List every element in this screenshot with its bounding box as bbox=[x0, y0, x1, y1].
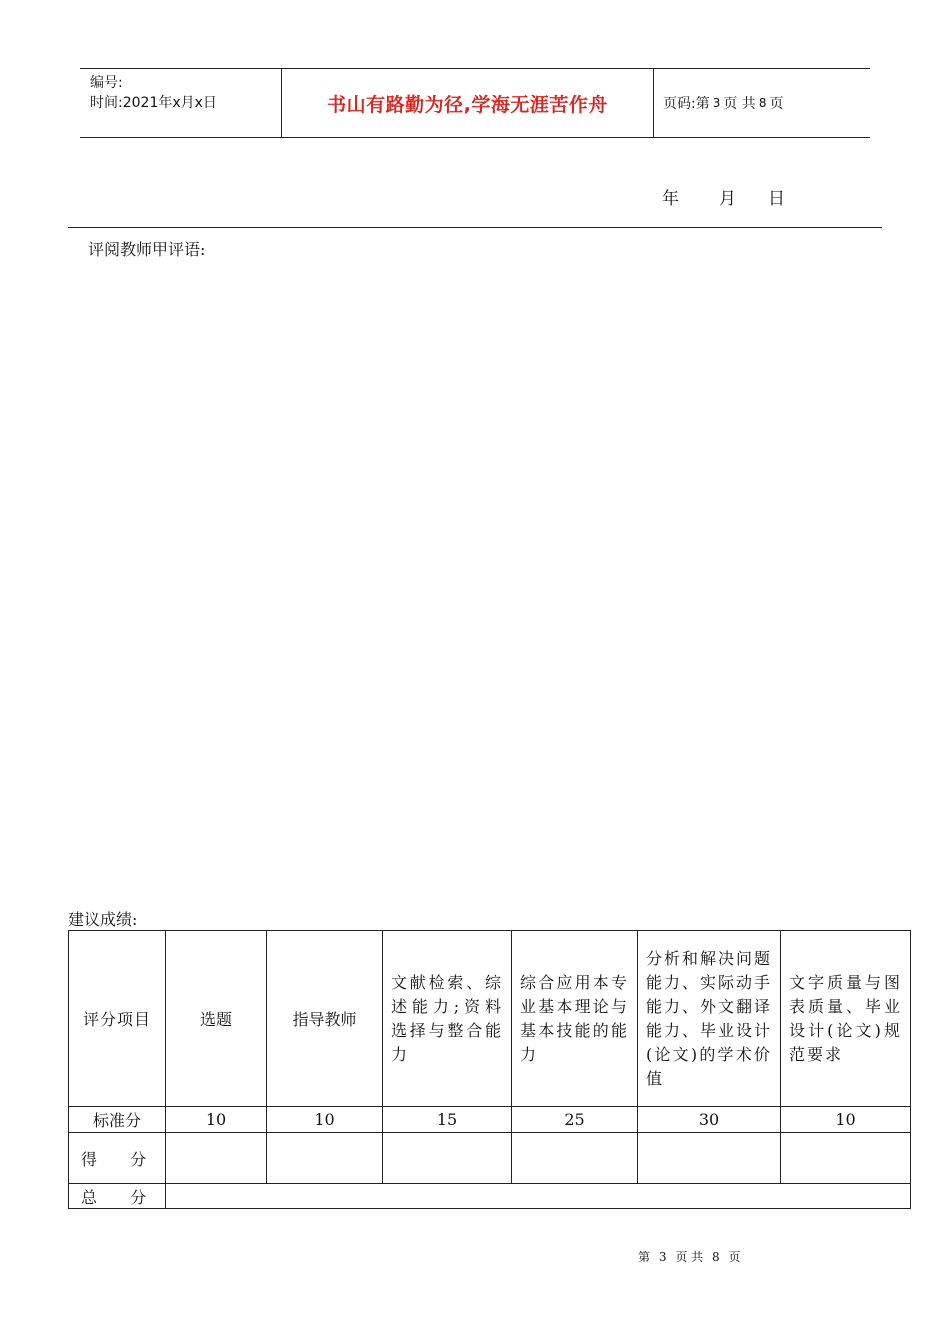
page-suffix: 页 bbox=[769, 96, 784, 112]
header-motto: 书山有路勤为径,学海无涯苦作舟 bbox=[327, 93, 608, 116]
row-header-item: 评分项目 bbox=[69, 931, 166, 1107]
section-divider bbox=[68, 227, 882, 228]
page-footer bbox=[638, 1248, 740, 1265]
page-total: 8 bbox=[758, 96, 767, 110]
score-cell[interactable] bbox=[383, 1133, 512, 1184]
standard-score: 10 bbox=[267, 1107, 383, 1133]
date-year: 年 bbox=[662, 189, 679, 209]
standard-score: 30 bbox=[638, 1107, 781, 1133]
page-mid: 页 共 bbox=[723, 96, 756, 112]
footer-prefix: 第 bbox=[638, 1250, 651, 1264]
header-divider bbox=[653, 69, 654, 137]
comment-label: 评阅教师甲评语: bbox=[88, 240, 206, 259]
row-header-standard: 标准分 bbox=[69, 1107, 166, 1133]
standard-score: 10 bbox=[781, 1107, 911, 1133]
score-cell[interactable] bbox=[638, 1133, 781, 1184]
score-cell[interactable] bbox=[267, 1133, 383, 1184]
footer-total: 8 bbox=[711, 1250, 720, 1264]
column-header: 指导教师 bbox=[267, 931, 383, 1107]
column-header: 选题 bbox=[166, 931, 267, 1107]
footer-mid: 页 共 bbox=[675, 1250, 704, 1264]
page-prefix: 页码:第 bbox=[663, 96, 710, 112]
page-current: 3 bbox=[712, 96, 721, 110]
column-header: 文字质量与图表质量、毕业设计(论文)规范要求 bbox=[781, 931, 911, 1107]
score-cell[interactable] bbox=[781, 1133, 911, 1184]
date-day: 日 bbox=[768, 189, 785, 209]
table-row-score bbox=[69, 1133, 911, 1184]
total-score-cell[interactable] bbox=[166, 1184, 911, 1209]
standard-score: 25 bbox=[512, 1107, 638, 1133]
column-header: 综合应用本专业基本理论与基本技能的能力 bbox=[512, 931, 638, 1107]
date-line bbox=[662, 184, 785, 209]
table-row-standard bbox=[69, 1107, 911, 1133]
table-row-total bbox=[69, 1184, 911, 1209]
grade-table bbox=[68, 930, 911, 1209]
header-page-number bbox=[663, 69, 783, 137]
page-header bbox=[80, 68, 870, 138]
header-meta bbox=[90, 73, 217, 113]
date-month: 月 bbox=[719, 189, 736, 209]
score-cell[interactable] bbox=[166, 1133, 267, 1184]
column-header: 分析和解决问题能力、实际动手能力、外文翻译能力、毕业设计(论文)的学术价值 bbox=[638, 931, 781, 1107]
grade-section-label: 建议成绩: bbox=[68, 910, 138, 929]
table-row-items bbox=[69, 931, 911, 1107]
standard-score: 10 bbox=[166, 1107, 267, 1133]
column-header: 文献检索、综述能力;资料选择与整合能力 bbox=[383, 931, 512, 1107]
row-header-total: 总 分 bbox=[69, 1184, 166, 1209]
score-cell[interactable] bbox=[512, 1133, 638, 1184]
standard-score: 15 bbox=[383, 1107, 512, 1133]
footer-current: 3 bbox=[658, 1250, 667, 1264]
row-header-score: 得 分 bbox=[69, 1133, 166, 1184]
time-label: 时间:2021年x月x日 bbox=[90, 95, 217, 111]
number-label: 编号: bbox=[90, 75, 123, 91]
footer-suffix: 页 bbox=[728, 1250, 741, 1264]
